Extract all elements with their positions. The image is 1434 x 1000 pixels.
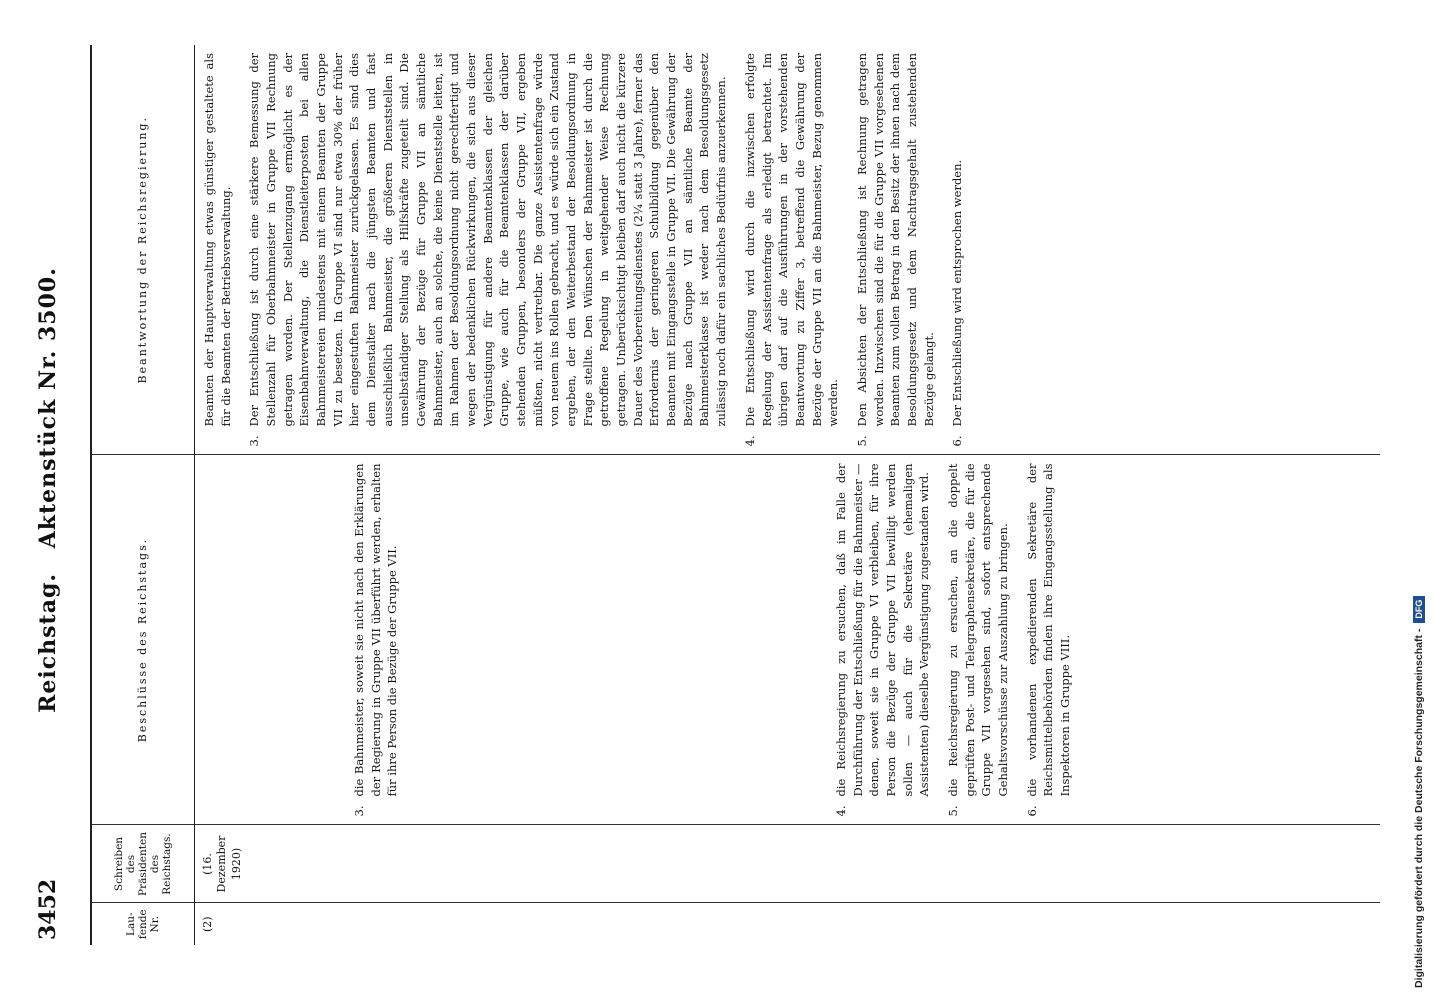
digitization-note (1408, 8, 1430, 988)
resolutions-table (90, 45, 1380, 945)
header-schreiben: Schreiben des Präsidenten des Reichstags. (91, 825, 195, 903)
antwort-entry-4 (742, 53, 842, 447)
entry-number: 6. (950, 435, 965, 447)
entry-number: 3. (247, 435, 262, 447)
entry-text: die Reichsregierung zu ersuchen, daß im Falle der Durchführung der Entschließung für die Bahnmeister — denen, soweit sie in Gruppe VI verbleiben, für ihre Person die Bezüge der Gruppe VII bewilligt werden sollen — auch für die Sekretäre (ehemaligen Assistenten) dieselbe Vergünstigung zugestanden wird. (834, 463, 932, 797)
row-number: (2) (201, 916, 214, 933)
entry-text: Der Entschließung ist durch eine stärkere Bemessung der Stellenzahl für Oberbahnmeister in Gruppe VII Rechnung getragen worden. Der Stellenzugang ermöglicht es der Eisenbahnverwaltung, die Dienstleiterposten bei allen Bahnmeistereien mindestens mit einem Beamten der Gruppe VII zu besetzen. In Gruppe VI sind nur etwa 30% der früher hier eingestuften Bahnmeister zurückgelassen. Es sind dies dem Dienstalter nach die jüngsten Beamten und fast ausschließlich Bahnmeister, die größeren Dienststellen in unselbständiger Stellung als Hilfskräfte zugeteilt sind. Die Gewährung der Bezüge für Gruppe VII an sämtliche Bahnmeister, auch an solche, die keine Dienststelle leiten, ist im Rahmen der Besoldungsordnung nicht gerechtfertigt und wegen der bedenklichen Rückwirkungen, die sich aus dieser Vergünstigung für andere Beamtenklassen der gleichen Gruppe, wie auch für die Beamtenklassen der darüber stehenden Gruppen, besonders der Gruppe VII, ergeben müßten, nicht vertretbar. Die ganze Assistentenfrage würde von neuem ins Rollen gebracht, und es würde sich ein Zustand ergeben, der den Weiterbestand der Besoldungsordnung in Frage stellte. Den Wünschen der Bahnmeister ist durch die getroffene Regelung in weitgehender Weise Rechnung getragen. Unberücksichtigt bleiben darf auch nicht die kürzere Dauer des Vorbereitungsdienstes (2¼ statt 3 Jahre), ferner das Erfordernis der geringeren Schulbildung gegenüber den Beamten mit Eingangsstelle in Gruppe VII. Die Gewährung der Bezüge nach Gruppe VII an sämtliche Beamte der Bahnmeisterklasse ist weder nach dem Besoldungsgesetz zulässig noch dafür ein sachliches Bedürfnis anzuerkennen. (247, 53, 729, 427)
header-beantwortung: Beantwortung der Reichsregierung. (91, 45, 195, 455)
entry-number: 3. (352, 805, 366, 817)
entry-text: die Reichsregierung zu ersuchen, an die doppelt geprüften Post- und Telegraphensekretäre, die für die Gruppe VII vorgesehen sind, sofort entsprechende Gehaltsvorschüsse zur Auszahlung zu bringen. (946, 463, 1011, 797)
beschluesse-cell (195, 455, 1381, 825)
entry-number: 4. (742, 435, 757, 447)
entry-number: 6. (1024, 805, 1039, 817)
header-laufende-nr: Lau-fende Nr. (91, 903, 195, 945)
entry-text: Beamten der Hauptverwaltung etwas günstiger gestaltete als für die Beamten der Betriebsverwaltung. (202, 53, 233, 427)
entry-number: 5. (854, 435, 869, 447)
running-title-left: Reichstag. (35, 573, 61, 713)
table-row (195, 45, 1381, 945)
entry-text: Den Absichten der Entschließung ist Rechnung getragen worden. Inzwischen sind die für die Gruppe VII vorgesehenen Beamten zum vollen Betrag in den Besitz der ihnen nach dem Besoldungsgesetz und dem Nachtragsgehalt zustehenden Bezüge gelangt. (854, 53, 936, 427)
row-letter-date: (16. Dezember 1920) (195, 825, 1381, 903)
beschluss-entry-6 (1024, 464, 1074, 817)
entry-text: die Bahnmeister, soweit sie nicht nach den Erklärungen der Regierung in Gruppe VII überführt werden, erhalten für ihre Person die Bezüge der Gruppe VII. (352, 463, 400, 797)
entry-text: die vorhandenen expedierenden Sekretäre der Reichsmittelbehörden finden ihre Eingangsstellung als Inspektoren in Gruppe VIII. (1024, 463, 1073, 797)
header-beschluesse: Beschlüsse des Reichstags. (91, 455, 195, 825)
running-title (35, 40, 61, 940)
entry-text: Der Entschließung wird entsprochen werden. (950, 159, 965, 427)
page-header (35, 40, 75, 940)
beschluss-entry-3 (351, 464, 401, 817)
table-header-row (91, 45, 195, 945)
antwort-entry-3 (246, 53, 729, 447)
beschluss-entry-4 (833, 464, 933, 817)
digitization-sidebar (1408, 8, 1430, 988)
antwort-entry-continued (201, 53, 234, 447)
antwort-entry-5 (854, 53, 937, 447)
dfg-logo: DFG (1413, 596, 1425, 623)
running-title-right: Aktenstück Nr. 3500. (35, 267, 61, 549)
entry-number: 5. (946, 805, 961, 817)
antwort-entry-6 (949, 53, 966, 447)
beantwortung-cell (195, 45, 1381, 455)
entry-number: 4. (834, 805, 849, 817)
beschluss-entry-5 (945, 464, 1012, 817)
digitization-note-text: Digitalisierung gefördert durch die Deutsche Forschungsgemeinschaft - (1413, 628, 1425, 988)
page-number: 3452 (35, 878, 61, 940)
entry-text: Die Entschließung wird durch die inzwischen erfolgte Regelung der Assistentenfrage als erledigt betrachtet. Im übrigen darf auf die Ausführungen in der vorstehenden Beantwortung zu Ziffer 3, betreffend die Gewährung der Bezüge der Gruppe VII an die Bahnmeister, Bezug genommen werden. (742, 53, 841, 427)
